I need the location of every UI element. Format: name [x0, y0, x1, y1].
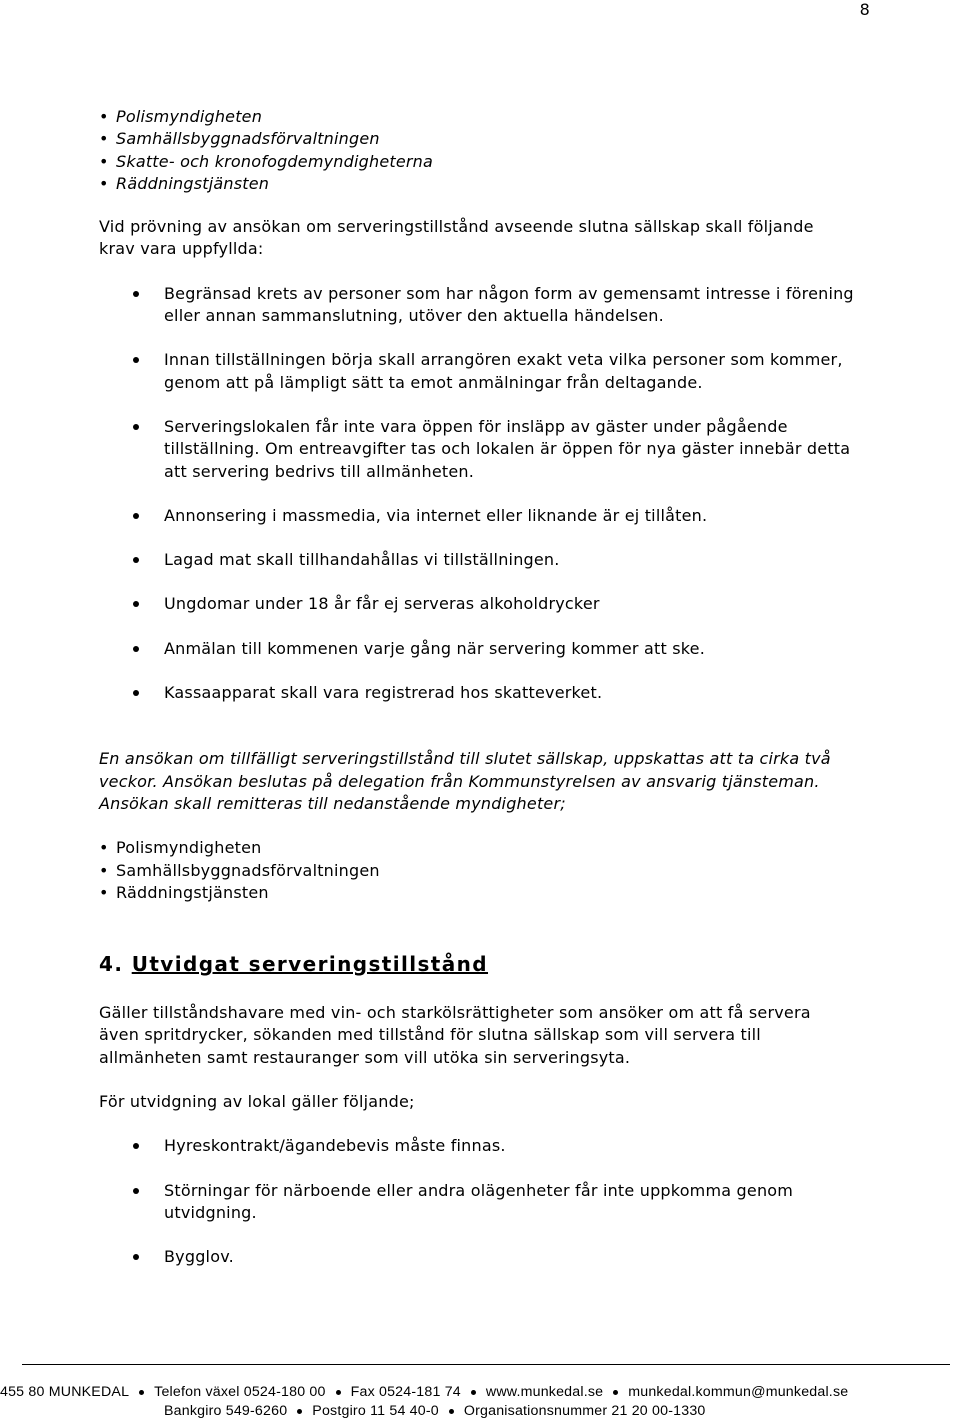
list-item: • Samhällsbyggnadsförvaltningen — [99, 860, 869, 882]
list-item: • Skatte- och kronofogdemyndigheterna — [99, 151, 869, 173]
bullet-icon — [133, 1188, 139, 1194]
bullet-icon — [133, 424, 139, 430]
bullet-icon — [133, 513, 139, 519]
list-item: Lagad mat skall tillhandahållas vi tillställningen. — [99, 549, 869, 571]
list-item: Begränsad krets av personer som har någon form av gemensamt intresse i förening eller annan sammanslutning, utöver den aktuella händelsen. — [99, 283, 869, 328]
bullet-icon — [139, 1390, 144, 1395]
authority-list-2 — [99, 837, 869, 904]
paragraph-premises-intro: För utvidgning av lokal gäller följande; — [99, 1092, 415, 1112]
paragraph-extended-license: Gäller tillståndshavare med vin- och starkölsrättigheter som ansöker om att få servera även spritdrycker, sökanden med tillstånd för slutna sällskap som vill servera till allmänheten samt restauranger som vill utöka sin serveringsyta. — [99, 1003, 811, 1067]
paragraph-application-time: En ansökan om tillfälligt serveringstillstånd till slutet sällskap, uppskattas att ta cirka två veckor. Ansökan beslutas på delegation från Kommunstyrelsen av ansvarig tjänsteman. Ansökan skall remitteras till nedanstående myndigheter; — [99, 749, 831, 813]
list-item: Störningar för närboende eller andra olägenheter får inte uppkomma genom utvidgning. — [99, 1180, 869, 1225]
bullet-icon — [297, 1409, 302, 1414]
list-item: Anmälan till kommenen varje gång när servering kommer att ske. — [99, 638, 869, 660]
list-item: • Räddningstjänsten — [99, 882, 869, 904]
bullet-icon — [133, 646, 139, 652]
list-item: Serveringslokalen får inte vara öppen för insläpp av gäster under pågående tillställning. Om entreavgifter tas och lokalen är öppen för nya gäster innebär detta att servering bedrivs till allmänheten. — [99, 416, 869, 483]
paragraph-requirements-intro: Vid prövning av ansökan om serveringstillstånd avseende slutna sällskap skall följande krav vara uppfyllda: — [99, 217, 814, 259]
requirements-list — [99, 283, 869, 705]
list-item: • Polismyndigheten — [99, 837, 869, 859]
bullet-icon — [471, 1390, 476, 1395]
premises-requirements-list — [99, 1135, 869, 1268]
page-number: 8 — [859, 0, 870, 19]
list-item: Kassaapparat skall vara registrerad hos skatteverket. — [99, 682, 869, 704]
bullet-icon — [133, 1254, 139, 1260]
list-item: • Samhällsbyggnadsförvaltningen — [99, 128, 869, 150]
list-item: Hyreskontrakt/ägandebevis måste finnas. — [99, 1135, 869, 1157]
bullet-icon — [133, 1143, 139, 1149]
list-item: Bygglov. — [99, 1246, 869, 1268]
bullet-icon — [336, 1390, 341, 1395]
footer-row-2: Bankgiro 549-6260 Postgiro 11 54 40-0 Organisationsnummer 21 20 00-1330 — [164, 1403, 706, 1419]
document-body — [99, 106, 869, 1269]
list-item: • Räddningstjänsten — [99, 173, 869, 195]
bullet-icon — [613, 1390, 618, 1395]
bullet-icon — [449, 1409, 454, 1414]
bullet-icon — [133, 357, 139, 363]
list-item: Innan tillställningen börja skall arrangören exakt veta vilka personer som kommer, genom att på lämpligt sätt ta emot anmälningar från deltagande. — [99, 349, 869, 394]
list-item: Ungdomar under 18 år får ej serveras alkoholdrycker — [99, 593, 869, 615]
authority-list-1 — [99, 106, 869, 195]
bullet-icon — [133, 601, 139, 607]
bullet-icon — [133, 690, 139, 696]
footer-row-1: 455 80 MUNKEDAL Telefon växel 0524-180 00 Fax 0524-181 74 www.munkedal.se munkedal.kommun@munkedal.se — [0, 1384, 849, 1400]
list-item: • Polismyndigheten — [99, 106, 869, 128]
footer-divider — [22, 1364, 950, 1365]
list-item: Annonsering i massmedia, via internet eller liknande är ej tillåten. — [99, 505, 869, 527]
bullet-icon — [133, 291, 139, 297]
bullet-icon — [133, 557, 139, 563]
section-heading: 4. Utvidgat serveringstillstånd — [99, 952, 489, 977]
